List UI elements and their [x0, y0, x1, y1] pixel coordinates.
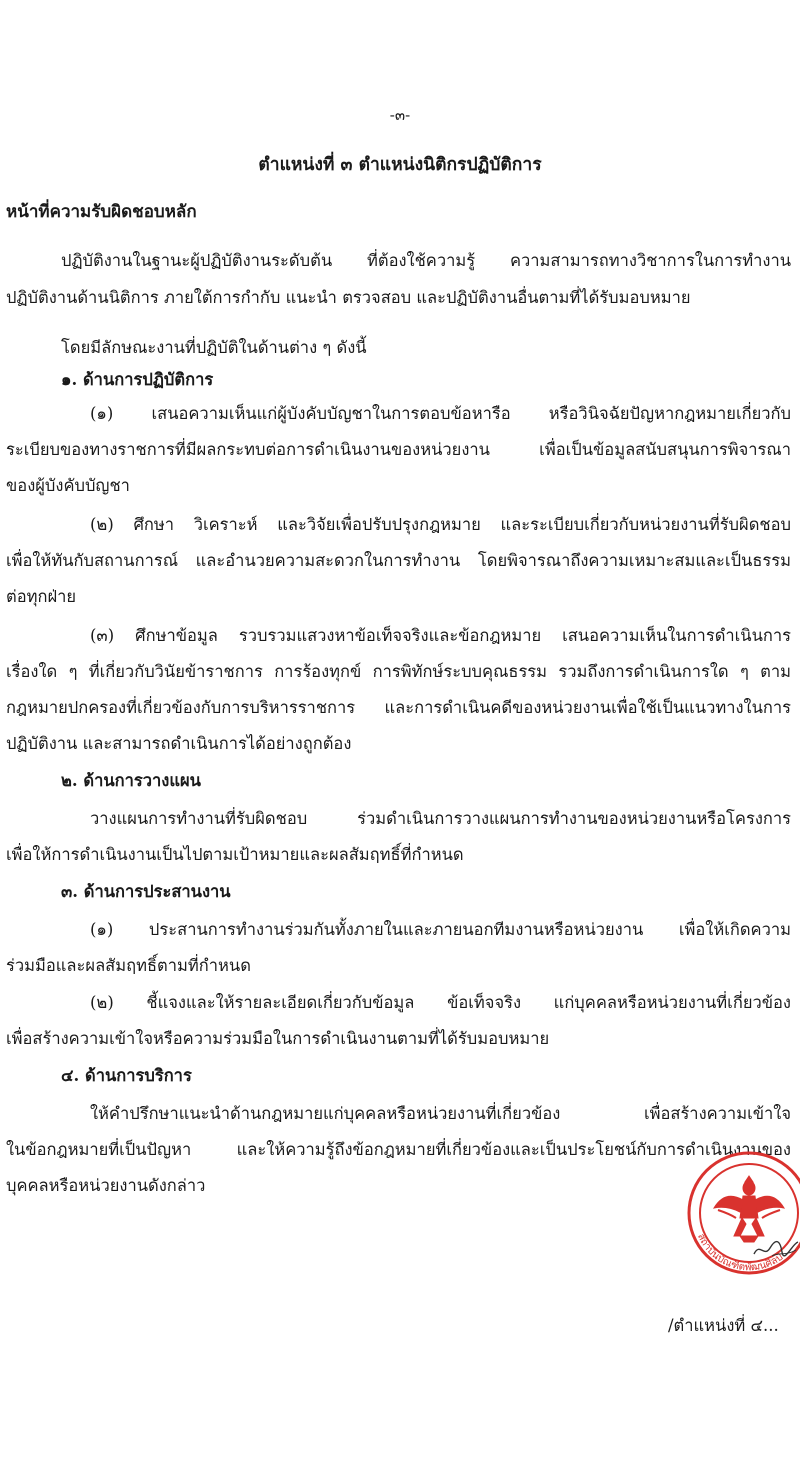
signature-icon	[752, 1238, 800, 1260]
s1-p3-line-1: (๓) ศึกษาข้อมูล รวบรวมแสวงหาข้อเท็จจริงและข้อกฎหมาย เสนอความเห็นในการดำเนินการ	[90, 626, 791, 645]
s4-p1-line-1: ให้คำปรึกษาแนะนำด้านกฎหมายแก่บุคคลหรือหน่วยงานที่เกี่ยวข้อง เพื่อสร้างความเข้าใจ	[90, 1104, 791, 1123]
section-heading: หน้าที่ความรับผิดชอบหลัก	[6, 202, 197, 222]
s1-p1-line-2: ระเบียบของทางราชการที่มีผลกระทบต่อการดำเนินงานของหน่วยงาน เพื่อเป็นข้อมูลสนับสนุนการพิจารณา	[6, 440, 791, 459]
s4-p1-line-3: บุคคลหรือหน่วยงานดังกล่าว	[6, 1176, 206, 1195]
section-1-heading: ๑. ด้านการปฏิบัติการ	[61, 370, 214, 389]
seal-label: สถาบันบัณฑิตพัฒนศิลป์	[695, 1232, 786, 1274]
intro-line-3: โดยมีลักษณะงานที่ปฏิบัติในด้านต่าง ๆ ดังนี้	[61, 338, 367, 357]
s2-p1-line-2: เพื่อให้การดำเนินงานเป็นไปตามเป้าหมายและผลสัมฤทธิ์ที่กำหนด	[6, 845, 464, 864]
section-3-heading: ๓. ด้านการประสานงาน	[61, 882, 231, 901]
s3-p2-line-1: (๒) ชี้แจงและให้รายละเอียดเกี่ยวกับข้อมูล ข้อเท็จจริง แก่บุคคลหรือหน่วยงานที่เกี่ยวข้อง	[90, 993, 791, 1012]
s1-p1-line-1: (๑) เสนอความเห็นแก่ผู้บังคับบัญชาในการตอบข้อหารือ หรือวินิจฉัยปัญหากฎหมายเกี่ยวกับ	[90, 404, 791, 423]
s1-p2-line-2: เพื่อให้ทันกับสถานการณ์ และอำนวยความสะดวกในการทำงาน โดยพิจารณาถึงความเหมาะสมและเป็นธรรม	[6, 551, 791, 570]
section-4-heading: ๔. ด้านการบริการ	[61, 1066, 192, 1085]
s1-p2-line-3: ต่อทุกฝ่าย	[6, 587, 77, 606]
s1-p3-line-3: กฎหมายปกครองที่เกี่ยวข้องกับการบริหารราชการ และการดำเนินคดีของหน่วยงานเพื่อใช้เป็นแนวทางในการ	[6, 698, 791, 717]
s4-p1-line-2: ในข้อกฎหมายที่เป็นปัญหา และให้ความรู้ถึงข้อกฎหมายที่เกี่ยวข้องและเป็นประโยชน์กับการดำเนินงานของ	[6, 1140, 791, 1159]
s3-p1-line-2: ร่วมมือและผลสัมฤทธิ์ตามที่กำหนด	[6, 956, 251, 975]
s1-p3-line-4: ปฏิบัติงาน และสามารถดำเนินการได้อย่างถูกต้อง	[6, 734, 352, 753]
intro-line-2: ปฏิบัติงานด้านนิติการ ภายใต้การกำกับ แนะนำ ตรวจสอบ และปฏิบัติงานอื่นตามที่ได้รับมอบหมาย	[6, 288, 691, 307]
page-title: ตำแหน่งที่ ๓ ตำแหน่งนิติกรปฏิบัติการ	[258, 155, 542, 175]
s1-p2-line-1: (๒) ศึกษา วิเคราะห์ และวิจัยเพื่อปรับปรุงกฎหมาย และระเบียบเกี่ยวกับหน่วยงานที่รับผิดชอบ	[90, 515, 791, 534]
s1-p1-line-3: ของผู้บังคับบัญชา	[6, 476, 130, 495]
s1-p3-line-2: เรื่องใด ๆ ที่เกี่ยวกับวินัยข้าราชการ การร้องทุกข์ การพิทักษ์ระบบคุณธรรม รวมถึงการดำเนินการใด ๆ ตาม	[6, 662, 791, 681]
s3-p1-line-1: (๑) ประสานการทำงานร่วมกันทั้งภายในและภายนอกทีมงานหรือหน่วยงาน เพื่อให้เกิดความ	[90, 920, 791, 939]
intro-line-1: ปฏิบัติงานในฐานะผู้ปฏิบัติงานระดับต้น ที่ต้องใช้ความรู้ ความสามารถทางวิชาการในการทำงาน	[61, 251, 791, 270]
continuation-marker: /ตำแหน่งที่ ๔...	[668, 1316, 779, 1335]
page-number: -๓-	[389, 106, 411, 124]
s2-p1-line-1: วางแผนการทำงานที่รับผิดชอบ ร่วมดำเนินการวางแผนการทำงานของหน่วยงานหรือโครงการ	[90, 809, 791, 828]
section-2-heading: ๒. ด้านการวางแผน	[61, 771, 201, 790]
s3-p2-line-2: เพื่อสร้างความเข้าใจหรือความร่วมมือในการดำเนินงานตามที่ได้รับมอบหมาย	[6, 1029, 550, 1048]
